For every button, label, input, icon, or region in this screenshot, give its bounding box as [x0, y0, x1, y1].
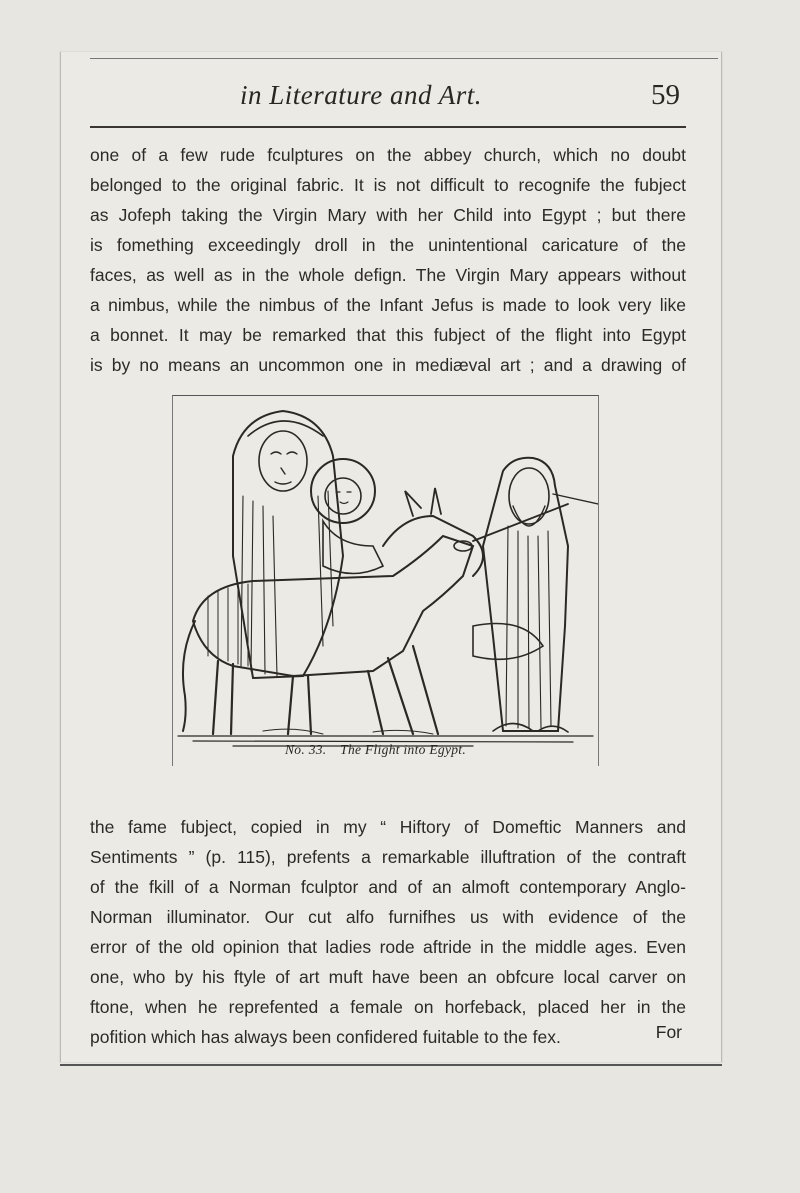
- text-line: Norman illuminator. Our cut alfo furnifhes us with evidence of the: [90, 907, 686, 927]
- text-line: belonged to the original fabric. It is not difficult to recognife the fubject: [90, 175, 686, 195]
- header-rule: [90, 126, 686, 128]
- text-line: one of a few rude fculptures on the abbey church, which no doubt: [90, 145, 686, 165]
- page-top-edge: [90, 58, 718, 59]
- text-line: Sentiments ” (p. 115), prefents a remarkable illuftration of the contraft: [90, 847, 686, 867]
- flight-into-egypt-engraving: [173, 396, 598, 766]
- text-line: of the fkill of a Norman fculptor and of an almoft contemporary Anglo-: [90, 877, 686, 897]
- text-line: is fomething exceedingly droll in the unintentional caricature of the: [90, 235, 686, 255]
- paragraph-bottom: [90, 812, 686, 1052]
- text-line: faces, as well as in the whole defign. The Virgin Mary appears without: [90, 265, 686, 285]
- text-line: a bonnet. It may be remarked that this fubject of the flight into Egypt: [90, 325, 686, 345]
- text-line: one, who by his ftyle of art muft have been an obfcure local carver on: [90, 967, 686, 987]
- figure-number: No. 33.: [285, 742, 327, 757]
- page-bottom-edge: [60, 1064, 722, 1066]
- figure-caption: [285, 742, 476, 758]
- page-number: 59: [651, 79, 680, 111]
- catchword: For: [655, 1022, 682, 1042]
- text-line: ftone, when he reprefented a female on horfeback, placed her in the: [90, 997, 686, 1017]
- figure-title: The Flight into Egypt.: [340, 742, 467, 757]
- text-line: as Jofeph taking the Virgin Mary with her Child into Egypt ; but there: [90, 205, 686, 225]
- text-line: a nimbus, while the nimbus of the Infant Jefus is made to look very like: [90, 295, 686, 315]
- page-header: [90, 80, 686, 120]
- running-head: in Literature and Art.: [240, 80, 483, 110]
- woodcut-illustration: [172, 395, 599, 766]
- text-line: is by no means an uncommon one in mediæval art ; and a drawing of: [90, 355, 686, 375]
- text-line: the fame fubject, copied in my “ Hiftory of Domeftic Manners and: [90, 817, 686, 837]
- text-line: pofition which has always been confidered fuitable to the fex.: [90, 1027, 561, 1047]
- text-line: error of the old opinion that ladies rode aftride in the middle ages. Even: [90, 937, 686, 957]
- paragraph-top: [90, 140, 686, 380]
